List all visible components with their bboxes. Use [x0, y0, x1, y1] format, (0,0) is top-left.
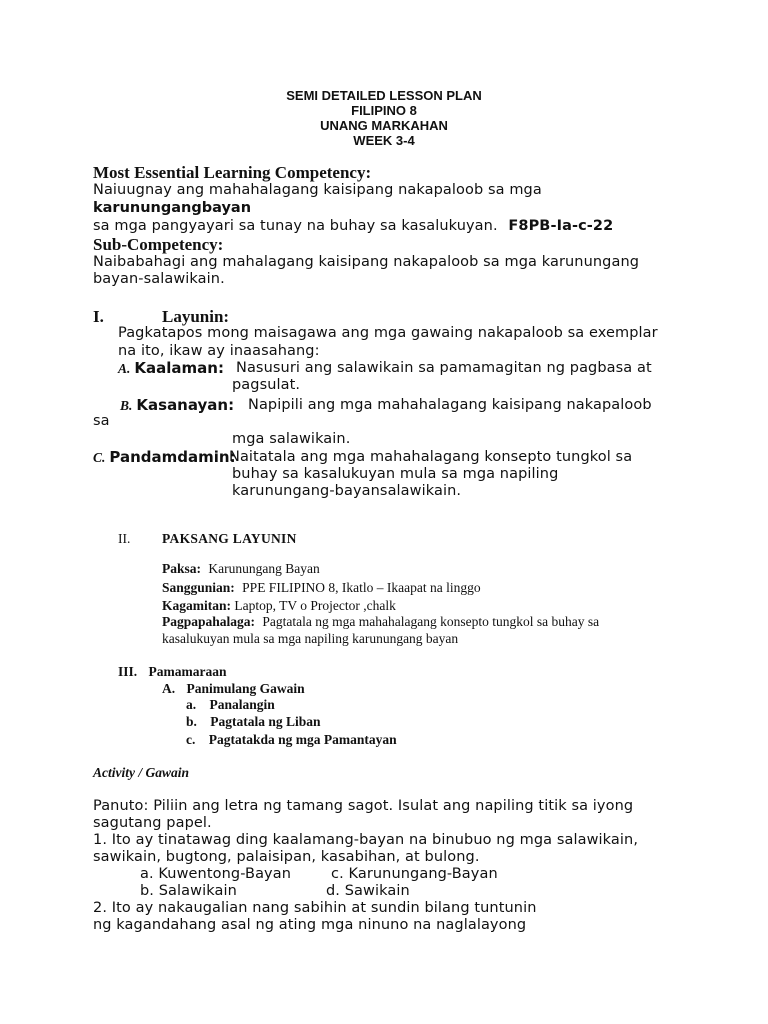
list-item	[186, 697, 275, 713]
question-2-line-1: 2. Ito ay nakaugalian nang sabihin at sundin bilang tuntunin	[93, 900, 537, 916]
sanggunian-row	[162, 580, 481, 596]
kagamitan-row	[162, 598, 396, 614]
objective-c	[93, 448, 236, 467]
section-2-title: PAKSANG LAYUNIN	[162, 531, 297, 546]
list-item-text: Pagtatakda ng mga Pamantayan	[208, 732, 397, 747]
sanggunian-value: PPE FILIPINO 8, Ikatlo – Ikaapat na linggo	[242, 580, 481, 595]
pagpapahalaga-value-1: Pagtatala ng mga mahahalagang konsepto tungkol sa buhay sa	[262, 614, 600, 629]
activity-instruction-2: sagutang papel.	[93, 815, 212, 831]
section-1-numeral: I.	[93, 307, 104, 326]
section-3-heading	[118, 664, 227, 680]
melc-code: F8PB-Ia-c-22	[508, 218, 614, 234]
paksa-value: Karunungang Bayan	[208, 561, 320, 576]
objective-b	[120, 396, 234, 415]
kagamitan-value: Laptop, TV o Projector ,chalk	[234, 598, 396, 613]
section-3-numeral: III.	[118, 664, 138, 679]
objective-a-text-2: pagsulat.	[232, 377, 301, 393]
question-1-option-b: b. Salawikain	[140, 883, 237, 899]
section-1-title: Layunin:	[162, 307, 230, 326]
objective-c-letter: C.	[93, 450, 106, 465]
melc-text-1: Naiuugnay ang mahahalagang kaisipang nakapaloob sa mga	[93, 182, 542, 198]
objective-b-text-1: Napipili ang mga mahahalagang kaisipang nakapaloob	[248, 397, 652, 413]
objective-a-text-1: Nasusuri ang salawikain sa pamamagitan ng pagbasa at	[236, 360, 652, 376]
header-title: SEMI DETAILED LESSON PLAN	[286, 88, 482, 103]
header-subject: FILIPINO 8	[351, 103, 417, 118]
section-3-title: Pamamaraan	[148, 664, 227, 679]
header-week: WEEK 3-4	[353, 133, 415, 148]
question-1-option-d: d. Sawikain	[326, 883, 410, 899]
objective-a	[118, 359, 224, 378]
panimulang-gawain-title: Panimulang Gawain	[186, 681, 305, 696]
objective-c-text-2: buhay sa kasalukuyan mula sa mga napiling	[232, 466, 559, 482]
question-1-line-2: sawikain, bugtong, palaisipan, kasabihan, at bulong.	[93, 849, 480, 865]
pagpapahalaga-value-2: kasalukuyan mula sa mga napiling karunungang bayan	[162, 631, 459, 646]
objective-a-letter: A.	[118, 361, 131, 376]
section-1-intro-1: Pagkatapos mong maisagawa ang mga gawaing nakapaloob sa exemplar	[118, 325, 658, 341]
list-item-text: Panalangin	[209, 697, 275, 712]
objective-c-text-1: Naitatala ang mga mahahalagang konsepto tungkol sa	[229, 449, 633, 465]
activity-instruction-1: Panuto: Piliin ang letra ng tamang sagot. Isulat ang napiling titik sa iyong	[93, 798, 634, 814]
objective-b-letter: B.	[120, 398, 133, 413]
objective-c-label: Pandamdamin:	[109, 448, 236, 466]
melc-text-2: karunungangbayan	[93, 200, 252, 216]
panimulang-gawain-heading	[162, 681, 305, 697]
melc-text-3-body: sa mga pangyayari sa tunay na buhay sa kasalukuyan.	[93, 218, 498, 234]
melc-heading: Most Essential Learning Competency:	[93, 163, 372, 182]
question-2-line-2: ng kagandahang asal ng ating mga ninuno na naglalayong	[93, 917, 527, 933]
sub-competency-text-2: bayan-salawikain.	[93, 271, 225, 287]
objective-b-text-1b: sa	[93, 413, 110, 429]
objective-b-label: Kasanayan:	[136, 396, 235, 414]
question-1-line-1: 1. Ito ay tinatawag ding kaalamang-bayan na binubuo ng mga salawikain,	[93, 832, 639, 848]
question-1-option-a: a. Kuwentong-Bayan	[140, 866, 292, 882]
sub-competency-text-1: Naibabahagi ang mahalagang kaisipang nakapaloob sa mga karunungang	[93, 254, 640, 270]
sub-competency-heading: Sub-Competency:	[93, 235, 224, 254]
list-item-letter: a.	[186, 697, 197, 712]
paksa-label: Paksa:	[162, 561, 202, 576]
melc-text-3	[93, 218, 613, 234]
objective-a-label: Kaalaman:	[134, 359, 224, 377]
header-quarter: UNANG MARKAHAN	[320, 118, 448, 133]
list-item-letter: c.	[186, 732, 196, 747]
objective-c-text-3: karunungang-bayansalawikain.	[232, 483, 462, 499]
section-2-numeral: II.	[118, 531, 131, 546]
list-item-text: Pagtatala ng Liban	[210, 714, 321, 729]
objective-b-text-2: mga salawikain.	[232, 431, 351, 447]
pagpapahalaga-label: Pagpapahalaga:	[162, 614, 256, 629]
list-item	[186, 732, 397, 748]
sanggunian-label: Sanggunian:	[162, 580, 235, 595]
section-1-intro-2: na ito, ikaw ay inaasahang:	[118, 343, 320, 359]
question-1-option-c: c. Karunungang-Bayan	[331, 866, 498, 882]
list-item	[186, 714, 321, 730]
list-item-letter: b.	[186, 714, 197, 729]
activity-heading: Activity / Gawain	[93, 765, 189, 780]
paksa-row	[162, 561, 320, 577]
pagpapahalaga-row	[162, 614, 599, 630]
kagamitan-label: Kagamitan:	[162, 598, 231, 613]
panimulang-gawain-letter: A.	[162, 681, 176, 696]
